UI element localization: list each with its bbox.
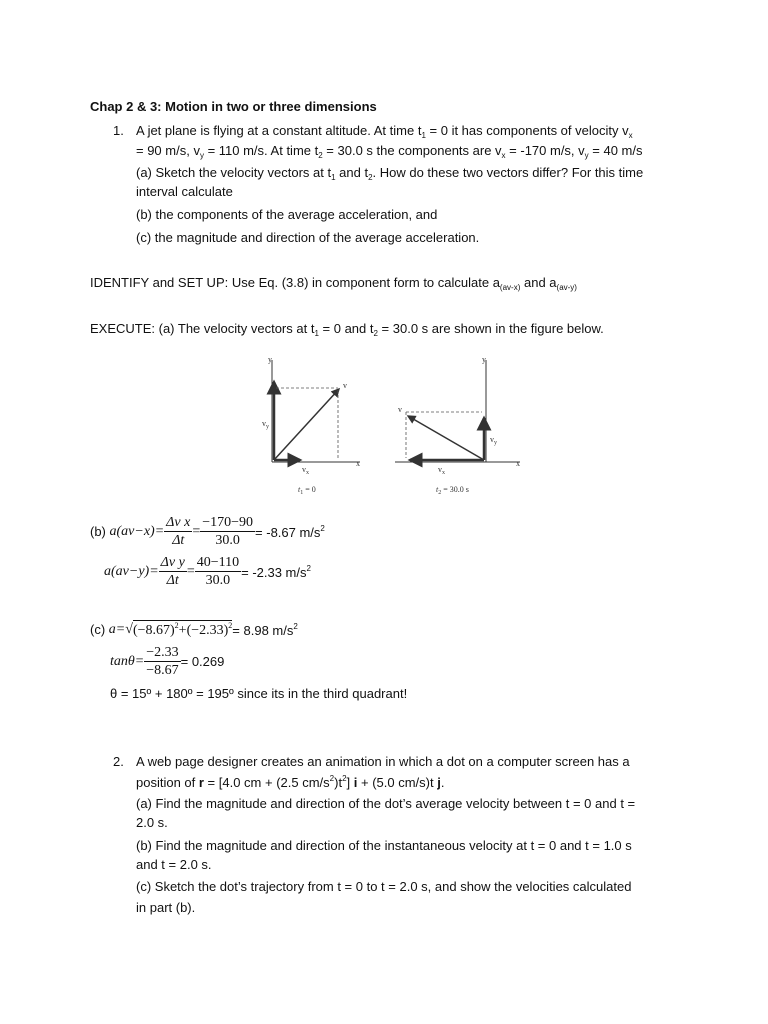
tan-fraction: $\frac{-2.33}{-8.67}$ (146, 645, 179, 678)
problem-2-part-a-line-2: 2.0 s. (136, 815, 168, 830)
ax-lhs: a(av−x)= (109, 523, 165, 539)
right-x-axis-label: x (516, 459, 520, 468)
ax-fraction-1: $\frac{\text{Δv x}}{\Delta t}$ (166, 515, 191, 548)
problem-1-number: 1. (113, 123, 124, 138)
problem-1-part-b: (b) the components of the average acceleration, and (136, 207, 438, 222)
right-caption: $t_2 = 30.0$ s (436, 485, 469, 496)
left-vx-label: $v_x$ (302, 465, 309, 476)
right-y-axis-label: y (482, 355, 486, 364)
part-c-tan-equation (110, 644, 224, 679)
mag-radicand: $(-8.67)^2+(-2.33)^2$ (132, 621, 233, 638)
ay-result: = -2.33 $m/s^2$ (241, 563, 311, 580)
part-c-label: (c) (90, 622, 106, 637)
problem-1-line-1: A jet plane is flying at a constant altitude. At time $t_1 = 0$ it has components of velocity $v_x$ (136, 123, 633, 140)
part-b-label: (b) (90, 524, 106, 539)
left-x-axis-label: x (356, 459, 360, 468)
part-c-magnitude-equation (90, 620, 298, 639)
left-y-axis-label: y (268, 355, 272, 364)
tan-lhs: tanθ= (110, 653, 145, 669)
mag-lhs: a=√ (108, 621, 133, 637)
problem-2-line-1: A web page designer creates an animation in which a dot on a computer screen has a (136, 754, 630, 769)
chapter-heading: Chap 2 & 3: Motion in two or three dimensions (90, 99, 377, 114)
problem-2-part-a-line-1: (a) Find the magnitude and direction of the dot’s average velocity between t = 0 and t = (136, 796, 636, 811)
problem-1-part-c: (c) the magnitude and direction of the average acceleration. (136, 230, 480, 245)
ax-result: = -8.67 $m/s^2$ (255, 523, 325, 540)
right-v-label: v (398, 405, 402, 414)
left-v-vector (274, 389, 339, 460)
left-caption: $t_1 = 0$ (298, 485, 316, 496)
part-b-ay-equation: a(av−y)= $\frac{\text{Δv y}}{\Delta t}$ = $\frac{40-110}{30.0}$ = -2.33 $m/s^2$ (104, 555, 311, 588)
ay-fraction-2: $\frac{40-110}{30.0}$ (196, 555, 240, 588)
problem-1-part-a-line-2: interval calculate (136, 184, 233, 199)
problem-2-part-b-line-2: and t = 2.0 s. (136, 857, 212, 872)
right-vy-label: $v_y$ (490, 435, 497, 446)
problem-2-line-2: position of r = [4.0 cm + (2.5 $cm/s^2)t^2$] i + (5.0 cm/s)t j. (136, 774, 445, 790)
ay-lhs: a(av−y)= (104, 563, 159, 579)
ax-fraction-2: $\frac{-170-90}{30.0}$ (202, 515, 254, 548)
left-v-label: v (343, 381, 347, 390)
part-b-ax-equation: (b) a(av−x)= $\frac{\text{Δv x}}{\Delta t}$ = $\frac{-170-90}{30.0}$ = -8.67 $m/s^2$ (90, 515, 325, 548)
problem-1-part-a-line-1: (a) Sketch the velocity vectors at $t_1$ and $t_2$. How do these two vectors differ? For this time (136, 165, 644, 182)
problem-2-part-b-line-1: (b) Find the magnitude and direction of the instantaneous velocity at t = 0 and t = 1.0 s (136, 838, 632, 853)
theta-line: θ = 15º + 180º = 195º since its in the third quadrant! (110, 686, 408, 701)
problem-1-line-2: = 90 m/s, $v_y = 110$ m/s. At time $t_2 = 30.0$ s the components are $v_x = -170$ m/s, $v_y = 40$ m/s (136, 143, 643, 160)
identify-setup-line: IDENTIFY and SET UP: Use Eq. (3.8) in component form to calculate $a_{(av-x)}$ and $a_{(av-y)}$ (90, 275, 577, 292)
right-diagram-t2 (395, 355, 520, 496)
mag-result: = 8.98 $m/s^2$ (232, 621, 298, 638)
tan-result: = 0.269 (180, 654, 225, 669)
problem-2-part-c-line-2: in part (b). (136, 900, 196, 915)
right-vx-label: $v_x$ (438, 465, 445, 476)
left-vy-label: $v_y$ (262, 419, 269, 430)
problem-2-part-c-line-1: (c) Sketch the dot’s trajectory from t = 0 to t = 2.0 s, and show the velocities calculated (136, 879, 632, 894)
right-v-vector (408, 416, 484, 460)
left-diagram-t1 (262, 355, 360, 496)
execute-line: EXECUTE: (a) The velocity vectors at $t_1 = 0$ and $t_2 = 30.0$ s are shown in the figure below. (90, 321, 604, 338)
velocity-vectors-figure (230, 352, 530, 502)
problem-2-number: 2. (113, 754, 124, 769)
ay-fraction-1: $\frac{\text{Δv y}}{\Delta t}$ (160, 555, 185, 588)
